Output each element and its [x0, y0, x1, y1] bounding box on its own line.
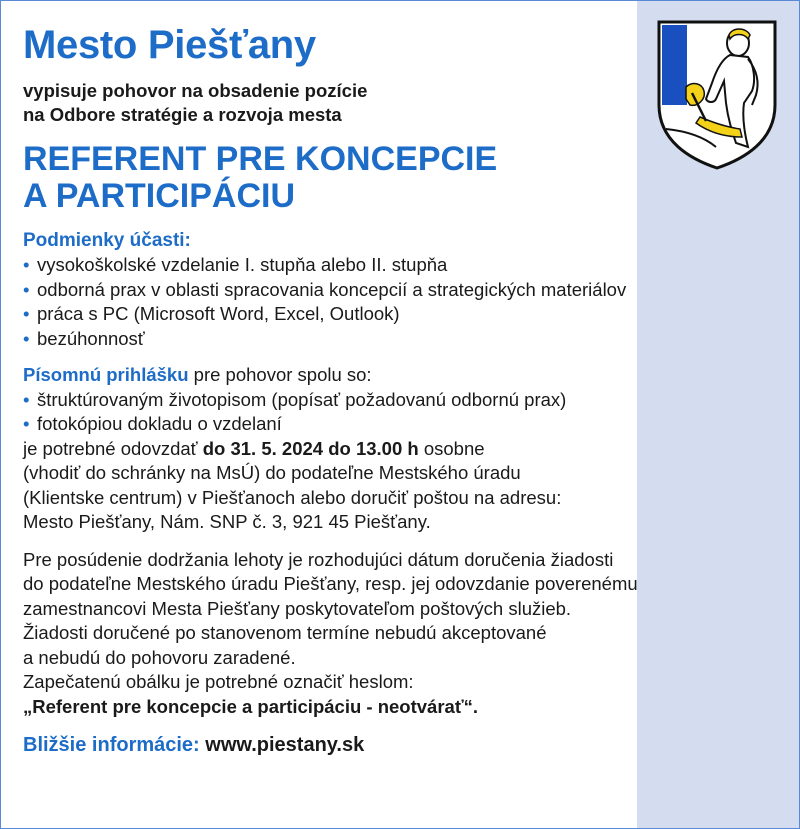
- bullet-icon: •: [23, 388, 30, 410]
- position-title-line: A PARTICIPÁCIU: [23, 177, 295, 215]
- deadline-date: do 31. 5. 2024 do 13.00 h: [202, 437, 419, 459]
- website-link[interactable]: www.piestany.sk: [205, 734, 365, 756]
- address-line: (Klientske centrum) v Piešťanoch alebo doručiť poštou na adresu:: [23, 486, 562, 508]
- list-item: • vysokoškolské vzdelanie I. stupňa alebo II. stupňa: [23, 253, 763, 278]
- list-item: • fotokópiou dokladu o vzdelaní: [23, 412, 763, 437]
- application-list: [23, 388, 763, 437]
- position-title-line: REFERENT PRE KONCEPCIE: [23, 140, 498, 178]
- notice-line: Pre posúdenie dodržania lehoty je rozhodujúci dátum doručenia žiadosti: [23, 548, 614, 570]
- notice-line: Žiadosti doručené po stanovenom termíne nebudú akceptované: [23, 622, 547, 643]
- deadline-line: je potrebné odovzdať do 31. 5. 2024 do 13.00 h osobne: [23, 437, 485, 459]
- more-info-label: Bližšie informácie:: [23, 734, 200, 756]
- intro-line: na Odbore stratégie a rozvoja mesta: [23, 104, 342, 125]
- conditions-heading: Podmienky účasti:: [23, 230, 191, 251]
- notice-line: zamestnancovi Mesta Piešťany poskytovateľom poštových služieb.: [23, 597, 572, 619]
- application-heading: Písomnú prihlášku: [23, 364, 189, 385]
- intro-text: [23, 79, 763, 127]
- address-line: Mesto Piešťany, Nám. SNP č. 3, 921 45 Piešťany.: [23, 511, 431, 532]
- bullet-icon: •: [23, 327, 30, 349]
- intro-line: vypisuje pohovor na obsadenie pozície: [23, 80, 368, 101]
- list-item: • odborná prax v oblasti spracovania koncepcií a strategických materiálov: [23, 278, 763, 303]
- notice-line: a nebudú do pohovoru zaradené.: [23, 646, 296, 668]
- more-info: [23, 732, 763, 758]
- notice-line: do podateľne Mestského úradu Piešťany, resp. jej odovzdanie poverenému: [23, 573, 638, 594]
- notice-line: Zapečatenú obálku je potrebné označiť heslom:: [23, 671, 414, 692]
- bullet-icon: •: [23, 278, 30, 300]
- application-intro: Písomnú prihlášku pre pohovor spolu so:: [23, 364, 372, 385]
- position-title: [23, 141, 763, 215]
- bullet-icon: •: [23, 254, 30, 275]
- envelope-password: „Referent pre koncepcie a participáciu - neotvárať“.: [23, 695, 479, 717]
- list-item: • štruktúrovaným životopisom (popísať požadovanú odbornú prax): [23, 388, 763, 413]
- posting-content: [23, 23, 763, 758]
- list-item: • práca s PC (Microsoft Word, Excel, Outlook): [23, 302, 763, 327]
- notice-block: [23, 548, 763, 720]
- organization-name: Mesto Piešťany: [23, 23, 316, 67]
- conditions-list: [23, 253, 763, 351]
- bullet-icon: •: [23, 413, 30, 434]
- bullet-icon: •: [23, 303, 30, 324]
- address-line: (vhodiť do schránky na MsÚ) do podateľne Mestského úradu: [23, 462, 521, 483]
- list-item: • bezúhonnosť: [23, 327, 763, 352]
